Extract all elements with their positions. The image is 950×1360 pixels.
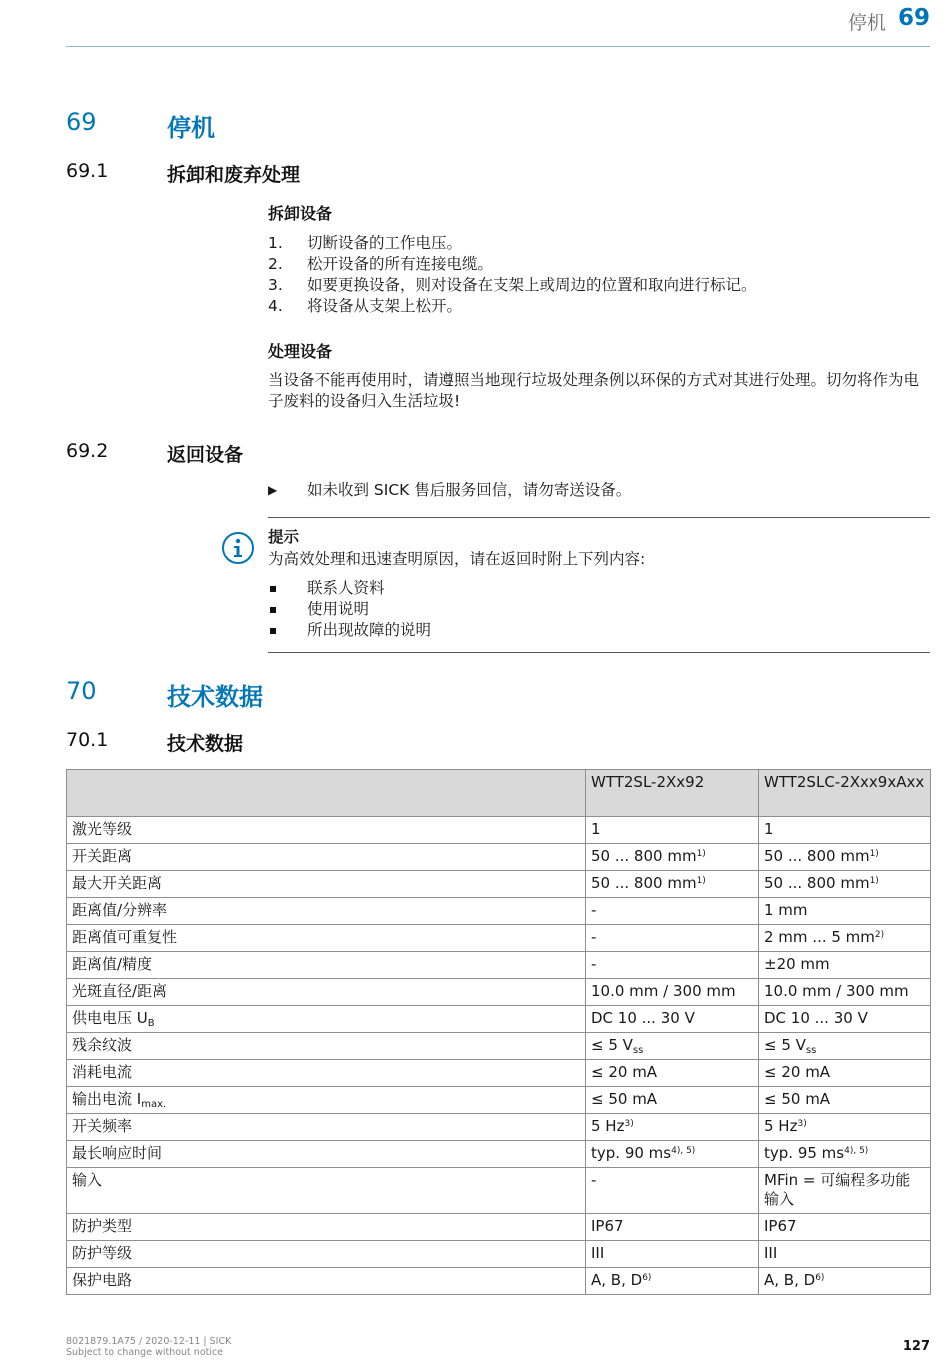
table-header-row	[67, 770, 931, 817]
table-cell: DC 10 ... 30 V	[586, 1006, 759, 1033]
table-header-cell: WTT2SL-2Xx92	[586, 770, 759, 817]
table-cell: -	[586, 898, 759, 925]
table-header-cell-empty	[67, 770, 586, 817]
note-box	[268, 517, 930, 653]
table-row	[67, 844, 931, 871]
list-item: 1. 切断设备的工作电压。	[268, 234, 463, 252]
section-69-1-number: 69.1	[66, 160, 109, 182]
table-row	[67, 871, 931, 898]
table-cell: 防护类型	[67, 1214, 586, 1241]
table-row	[67, 952, 931, 979]
section-70-1-title: 技术数据	[167, 733, 244, 755]
table-header-cell: WTT2SLC-2Xxx9xAxx	[759, 770, 931, 817]
list-item: 使用说明	[268, 599, 431, 620]
table-cell: 1 mm	[759, 898, 931, 925]
table-cell: A, B, $D^{6)}$	[759, 1268, 931, 1295]
list-item: 联系人资料	[268, 578, 431, 599]
section-69-2-number: 69.2	[66, 440, 109, 462]
square-bullet-icon	[270, 628, 276, 634]
table-row	[67, 979, 931, 1006]
section-69-1-title: 拆卸和废弃处理	[167, 164, 301, 186]
table-cell: ≤ 50 mA	[586, 1087, 759, 1114]
subheading-dismantle: 拆卸设备	[268, 204, 333, 223]
table-cell: 距离值/分辨率	[67, 898, 586, 925]
list-item: 3. 如要更换设备，则对设备在支架上或周边的位置和取向进行标记。	[268, 276, 757, 294]
section-70-1-number: 70.1	[66, 729, 109, 751]
table-cell: 保护电路	[67, 1268, 586, 1295]
table-row	[67, 1006, 931, 1033]
technical-data-table	[66, 769, 931, 1295]
table-cell: 供电电压 $U_B$	[67, 1006, 586, 1033]
table-cell: III	[759, 1241, 931, 1268]
note-heading: 提示	[268, 528, 300, 546]
table-cell: 10.0 mm / 300 mm	[759, 979, 931, 1006]
table-cell: ≤ 20 mA	[759, 1060, 931, 1087]
table-cell: 50 ... 800 $mm^{1)}$	[759, 871, 931, 898]
table-cell: 距离值/精度	[67, 952, 586, 979]
table-cell: 50 ... 800 $mm^{1)}$	[759, 844, 931, 871]
table-cell: 距离值可重复性	[67, 925, 586, 952]
note-text: 为高效处理和迅速查明原因，请在返回时附上下列内容:	[268, 550, 646, 568]
table-cell: 残余纹波	[67, 1033, 586, 1060]
table-cell: 消耗电流	[67, 1060, 586, 1087]
table-cell: 10.0 mm / 300 mm	[586, 979, 759, 1006]
list-item: 4. 将设备从支架上松开。	[268, 297, 463, 315]
table-cell: III	[586, 1241, 759, 1268]
table-cell: ≤ 50 mA	[759, 1087, 931, 1114]
table-row	[67, 817, 931, 844]
header-rule	[66, 46, 930, 47]
table-cell: ≤ 20 mA	[586, 1060, 759, 1087]
page-number: 127	[902, 1339, 930, 1354]
chapter-70-number: 70	[66, 677, 97, 705]
table-row	[67, 1033, 931, 1060]
list-item: 2. 松开设备的所有连接电缆。	[268, 255, 494, 273]
table-cell: A, B, $D^{6)}$	[586, 1268, 759, 1295]
table-row	[67, 1268, 931, 1295]
table-row	[67, 1114, 931, 1141]
table-row	[67, 1214, 931, 1241]
table-cell: -	[586, 925, 759, 952]
chapter-69-number: 69	[66, 108, 97, 136]
table-row	[67, 1087, 931, 1114]
table-row	[67, 1241, 931, 1268]
table-row	[67, 898, 931, 925]
table-cell: 输出电流 $I_{max.}$	[67, 1087, 586, 1114]
table-cell: ±20 mm	[759, 952, 931, 979]
table-cell: 输入	[67, 1168, 586, 1214]
table-row	[67, 1168, 931, 1214]
info-circle-icon	[221, 531, 255, 565]
table-cell: IP67	[586, 1214, 759, 1241]
dispose-paragraph: 当设备不能再使用时，请遵照当地现行垃圾处理条例以环保的方式对其进行处理。切勿将作为电子废料的设备归入生活垃圾!	[268, 371, 920, 410]
table-cell: 光斑直径/距离	[67, 979, 586, 1006]
table-cell: IP67	[759, 1214, 931, 1241]
table-cell: 1	[586, 817, 759, 844]
table-cell: typ. 95 $ms^{4), 5)}$	[759, 1141, 931, 1168]
table-cell: DC 10 ... 30 V	[759, 1006, 931, 1033]
running-header-title: 停机	[847, 12, 886, 34]
running-header-number: 69	[897, 5, 930, 31]
table-cell: 最长响应时间	[67, 1141, 586, 1168]
table-cell: typ. 90 $ms^{4), 5)}$	[586, 1141, 759, 1168]
section-69-2-title: 返回设备	[167, 444, 244, 466]
note-items-list	[268, 578, 431, 641]
footer-meta: 8021879.1A75 / 2020-12-11 | SICK Subject to change without notice	[66, 1336, 232, 1358]
table-cell: 开关距离	[67, 844, 586, 871]
square-bullet-icon	[270, 586, 276, 592]
table-cell: 最大开关距离	[67, 871, 586, 898]
dismantle-steps-list	[268, 233, 757, 317]
table-cell: -	[586, 952, 759, 979]
table-cell: 5 Hz$^{3)}$	[586, 1114, 759, 1141]
triangle-right-icon: ▶	[268, 483, 278, 497]
table-cell: MFin = 可编程多功能输入	[759, 1168, 931, 1214]
chapter-70-title: 技术数据	[167, 683, 263, 711]
table-cell: 防护等级	[67, 1241, 586, 1268]
table-cell: 1	[759, 817, 931, 844]
list-item: 所出现故障的说明	[268, 620, 431, 641]
table-cell: 2 mm ... 5 $mm^{2)}$	[759, 925, 931, 952]
table-cell: ≤ 5 $V_{ss}$	[586, 1033, 759, 1060]
subheading-dispose: 处理设备	[268, 342, 333, 361]
table-cell: -	[586, 1168, 759, 1214]
square-bullet-icon	[270, 607, 276, 613]
table-cell: ≤ 5 $V_{ss}$	[759, 1033, 931, 1060]
table-row	[67, 925, 931, 952]
chapter-69-title: 停机	[167, 114, 215, 142]
table-cell: 50 ... 800 $mm^{1)}$	[586, 871, 759, 898]
table-cell: 开关频率	[67, 1114, 586, 1141]
table-row	[67, 1060, 931, 1087]
table-cell: 50 ... 800 $mm^{1)}$	[586, 844, 759, 871]
table-cell: 5 Hz$^{3)}$	[759, 1114, 931, 1141]
table-row	[67, 1141, 931, 1168]
table-cell: 激光等级	[67, 817, 586, 844]
